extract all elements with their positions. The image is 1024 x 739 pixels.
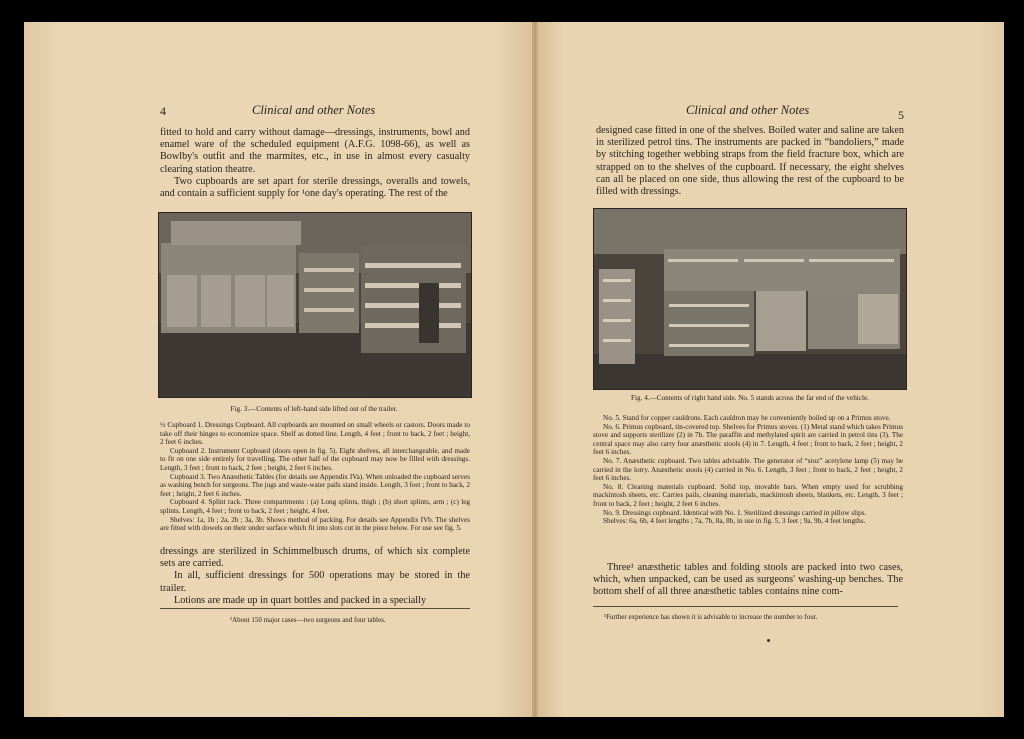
note: No. 5. Stand for copper cauldrons. Each cauldron may be conveniently boiled up on a Primus stove. bbox=[603, 414, 891, 422]
note: No. 8. Cleaning materials cupboard. Solid top, movable bars. When empty used for scrubbing mackintosh sheets, etc. Carries pails, cleaning materials, mackintosh sheets, blankets, etc. Length, 3 feet ; front to back, 2 feet ; height, 2 feet 6 inches. bbox=[593, 482, 903, 508]
cupboards-image bbox=[159, 213, 471, 397]
footnote-rule bbox=[160, 608, 470, 609]
paragraph: Lotions are made up in quart bottles and packed in a specially bbox=[174, 594, 427, 606]
note: Cupboard 4. Splint rack. Three compartments : (a) Long splints, thigh ; (b) short splints, arm ; (c) leg splints. Length, 4 feet ; front to back, 2 feet ; height, 4 feet. bbox=[160, 498, 470, 515]
book-gutter bbox=[532, 22, 538, 717]
right-running-head: Clinical and other Notes bbox=[686, 103, 810, 117]
note: No. 6. Primus cupboard, tin-covered top. Shelves for Primus stoves. (1) Metal stand which takes Primus stove and supports sterilizer (2) in 7b. The paraffin and methylated spirit are carried in petrol tins (3). The central space may also carry four anæsthetic stools (4) in 7. Length, 4 feet ; front to back, 2 feet ; height, 2 feet 6 inches. bbox=[593, 422, 903, 457]
paragraph: dressings are sterilized in Schimmelbusch drums, of which six complete sets are carried. bbox=[160, 546, 470, 570]
figure-4-photograph bbox=[593, 208, 907, 390]
note: No. 7. Anæsthetic cupboard. Two tables advisable. The generator of “stoz” acetylene lamp (5) may be carried in the lorry. Anæsthetic stools (4) carried in No. 6. Length, 3 feet ; front to back, 2 feet ; height, 2 feet 6 inches. bbox=[593, 456, 903, 483]
right-top-text bbox=[596, 125, 904, 198]
note: No. 9. Dressings cupboard. Identical with No. 1. Sterilized dressings carried in pillow slips. bbox=[603, 508, 867, 517]
paragraph: Three¹ anæsthetic tables and folding stools are packed into two cases, which, when unpacked, can be used as surgeons' washing-up benches. The bottom shelf of all three anæsthetic tables contains nine com- bbox=[593, 562, 903, 598]
footnote-rule bbox=[593, 606, 898, 607]
note: Cupboard 3. Two Anæsthetic Tables (for details see Appendix IVa). When unloaded the cupboard serves as washing bench for surgeons. The jugs and waste-water pails stand inside. Length, 3 feet ; front to back, 2 feet ; height, 2 feet 6 inches. bbox=[160, 472, 470, 498]
figure-3-photograph bbox=[158, 212, 472, 398]
paragraph: In all, sufficient dressings for 500 operations may be stored in the trailer. bbox=[160, 570, 470, 594]
page-mark bbox=[767, 639, 770, 642]
note: Shelves: 1a, 1b ; 2a, 2b ; 3a, 3b. Shows method of packing. For details see Appendix IVb. The shelves are fitted with dowels on their under surface which fit into slots cut in the piece below. For use see fig. 5. bbox=[160, 515, 470, 533]
right-page-number: 5 bbox=[898, 108, 904, 122]
figure-3-caption: Fig. 3.—Contents of left-hand side lifted out of the trailer. bbox=[230, 405, 398, 413]
figure-4-caption: Fig. 4.—Contents of right hand side. No. 5 stands across the far end of the vehicle. bbox=[631, 394, 869, 402]
left-top-text bbox=[160, 127, 470, 200]
paragraph: fitted to hold and carry without damage—dressings, instruments, bowl and enamel ware of the scheduled equipment (A.F.G. 1098-66), as well as Bowlby's outfit and the marmites, etc., in use in almost every casualty clearing station theatre. bbox=[160, 127, 470, 175]
right-figure-notes bbox=[593, 414, 903, 526]
left-footnote: ¹About 150 major cases—two surgeons and four tables. bbox=[230, 616, 386, 624]
right-footnote: ¹Further experience has shown it is advisable to increase the number to four. bbox=[604, 613, 818, 621]
cupboards-image bbox=[594, 209, 906, 389]
left-running-head: Clinical and other Notes bbox=[252, 103, 376, 117]
paragraph: Two cupboards are set apart for sterile dressings, overalls and towels, and contain a sufficient supply for ¹one day's operating. The rest of the bbox=[160, 175, 470, 200]
note: Cupboard 2. Instrument Cupboard (doors open in fig. 5). Eight shelves, all interchangeable, and made to fit on one side entirely for travelling. The other half of the cupboard may now be filled with dressings. Length, 3 feet ; front to back, 2 feet ; height, 2 feet 6 inches. bbox=[160, 446, 470, 472]
left-bottom-text bbox=[160, 546, 470, 607]
note: ½ Cupboard 1. Dressings Cupboard. All cupboards are mounted on small wheels or castors. Doors made to take off their hinges to economize space. Shelf as dotted line. Length, 4 feet ; front to back, 2 feet ; height, 2 feet 6 inches. bbox=[160, 421, 470, 447]
right-bottom-text bbox=[593, 562, 903, 599]
left-page-number: 4 bbox=[160, 104, 166, 118]
note: Shelves: 6a, 6b, 4 feet lengths ; 7a, 7b, 8a, 8b, in use in fig. 5, 3 feet ; 9a, 9b, 4 feet lengths. bbox=[603, 517, 866, 526]
paragraph: designed case fitted in one of the shelves. Boiled water and saline are taken in sterilized petrol tins. The instruments are packed in “bandoliers,” made by stitching together webbing straps from the field fracture box, which are strapped on to the shelves of the cupboard. If necessary, the eight shelves can all be placed on one side, thus allowing the rest of the cupboard to be filled with dressings. bbox=[596, 125, 904, 198]
left-figure-notes bbox=[160, 421, 470, 533]
